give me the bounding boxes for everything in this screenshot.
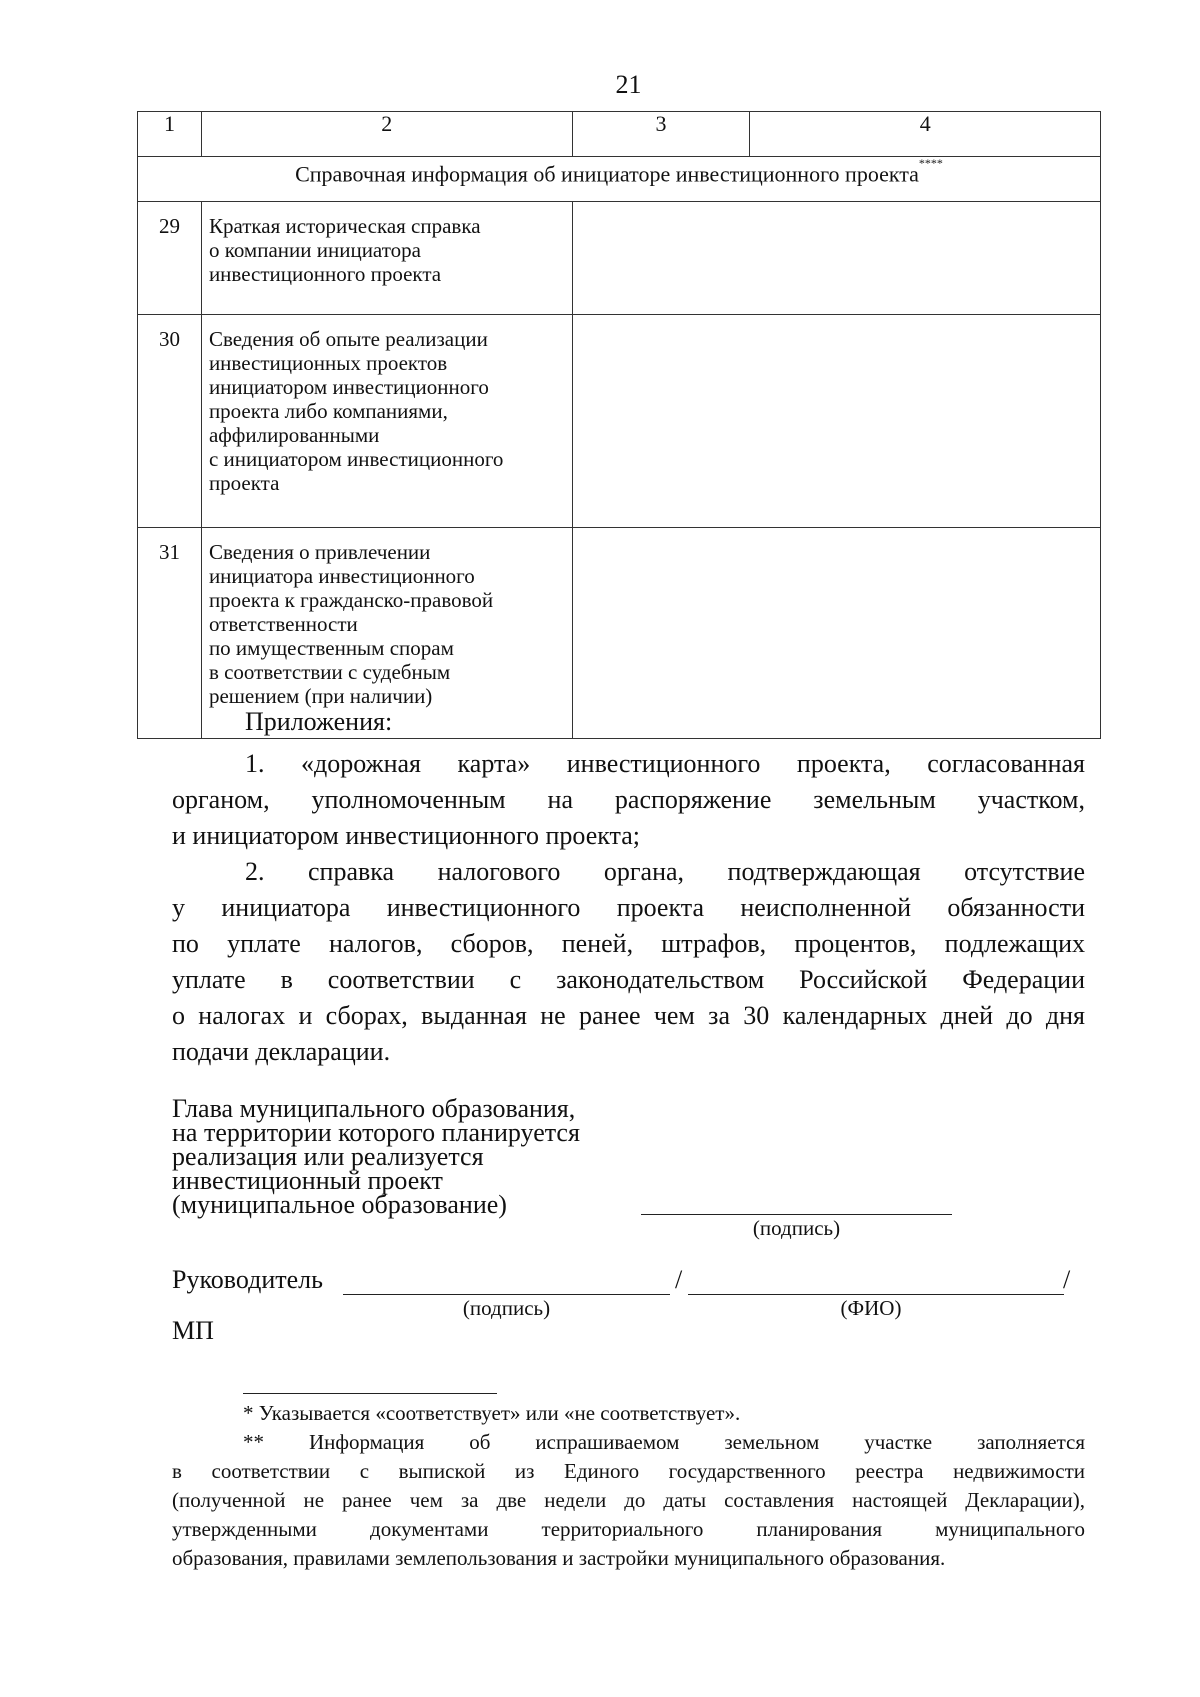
attachments-title: Приложения: [245,707,393,736]
row-label-line: по имущественным спорам [208,636,454,660]
header-cell: 4 [750,112,1101,157]
header-cell: 3 [572,112,750,157]
row-label-line: Сведения об опыте реализации [208,327,488,351]
head-signatory-block [172,1094,580,1219]
row-label-line: в соответствии с судебным [208,660,451,684]
declaration-table [137,111,1101,739]
attachment-item-2-line: 2. справка налогового органа, подтверждающая отсутствие [245,857,1085,886]
row-label [201,202,572,315]
head-signatory-line: Глава муниципального образования, [172,1094,576,1123]
row-label-line: проекта к гражданско-правовой [208,588,494,612]
footnote-2-line: в соответствии с выпиской из Единого государственного реестра недвижимости [172,1459,1085,1483]
row-label-line: Краткая историческая справка [208,214,481,238]
footnote-2-line: утвержденными документами территориального планирования муниципального [172,1517,1085,1541]
attachment-item-1-line: органом, уполномоченным на распоряжение земельным участком, [172,785,1085,814]
row-label-line: проекта [208,471,280,495]
manager-fio-line[interactable] [688,1294,1064,1295]
section-title [138,157,1101,202]
row-number: 31 [138,528,202,739]
header-cell: 1 [138,112,202,157]
slash-separator: / [675,1265,683,1294]
attachment-item-2-line: уплате в соответствии с законодательством Российской Федерации [172,965,1085,994]
row-label [201,315,572,528]
head-signatory-line: (муниципальное образование) [172,1190,507,1219]
table-header-row [138,112,1101,157]
row-number: 29 [138,202,202,315]
manager-label: Руководитель [172,1265,323,1294]
row-label-line: Сведения о привлечении [208,540,431,564]
row-label-line: инвестиционных проектов [208,351,448,375]
page-number: 21 [615,70,642,99]
row-label-line: о компании инициатора [208,238,421,262]
slash-separator: / [1063,1265,1071,1294]
manager-fio-caption: (ФИО) [840,1296,902,1320]
row-value-cell[interactable] [572,315,1100,528]
row-label-line: с инициатором инвестиционного [208,447,504,471]
attachment-item-1-line: и инициатором инвестиционного проекта; [172,821,640,850]
head-signatory-line: реализация или реализуется [172,1142,484,1171]
footnote-2-line: (полученной не ранее чем за две недели до даты составления настоящей Декларации), [172,1488,1085,1512]
head-signature-line[interactable] [641,1214,952,1215]
section-title-text: Справочная информация об инициаторе инвестиционного проекта [295,161,919,187]
footnote-divider [243,1393,497,1394]
attachment-item-2-line: у инициатора инвестиционного проекта неисполненной обязанности [172,893,1085,922]
attachment-item-2-line: подачи декларации. [172,1037,391,1066]
row-label-line: ответственности [208,612,358,636]
row-value-cell[interactable] [572,528,1100,739]
footnote-1: * Указывается «соответствует» или «не соответствует». [243,1401,741,1425]
manager-signature-line[interactable] [343,1294,670,1295]
header-cell: 2 [201,112,572,157]
head-signature-caption: (подпись) [752,1216,841,1240]
section-row [138,157,1101,202]
row-number: 30 [138,315,202,528]
row-label-line: решением (при наличии) [208,684,433,708]
row-label-line: инвестиционного проекта [208,262,442,286]
footnote-2-line: образования, правилами землепользования и застройки муниципального образования. [172,1546,946,1570]
footnote-2-line: ** Информация об испрашиваемом земельном участке заполняется [243,1430,1085,1454]
attachment-item-2-line: о налогах и сборах, выданная не ранее чем за 30 календарных дней до дня [172,1001,1085,1030]
table-row [138,202,1101,315]
attachment-item-2-line: по уплате налогов, сборов, пеней, штрафов, процентов, подлежащих [172,929,1085,958]
section-footnote-mark: **** [918,156,943,170]
row-label-line: инициатором инвестиционного [208,375,489,399]
attachment-item-1-line: 1. «дорожная карта» инвестиционного проекта, согласованная [245,749,1085,778]
row-label-line: аффилированными [208,423,380,447]
stamp-placeholder: МП [172,1316,214,1345]
head-signatory-line: на территории которого планируется [172,1118,580,1147]
row-label-line: инициатора инвестиционного [208,564,475,588]
manager-signature-caption: (подпись) [462,1296,551,1320]
head-signatory-line: инвестиционный проект [172,1166,443,1195]
table-row [138,315,1101,528]
row-label-line: проекта либо компаниями, [208,399,448,423]
row-value-cell[interactable] [572,202,1100,315]
